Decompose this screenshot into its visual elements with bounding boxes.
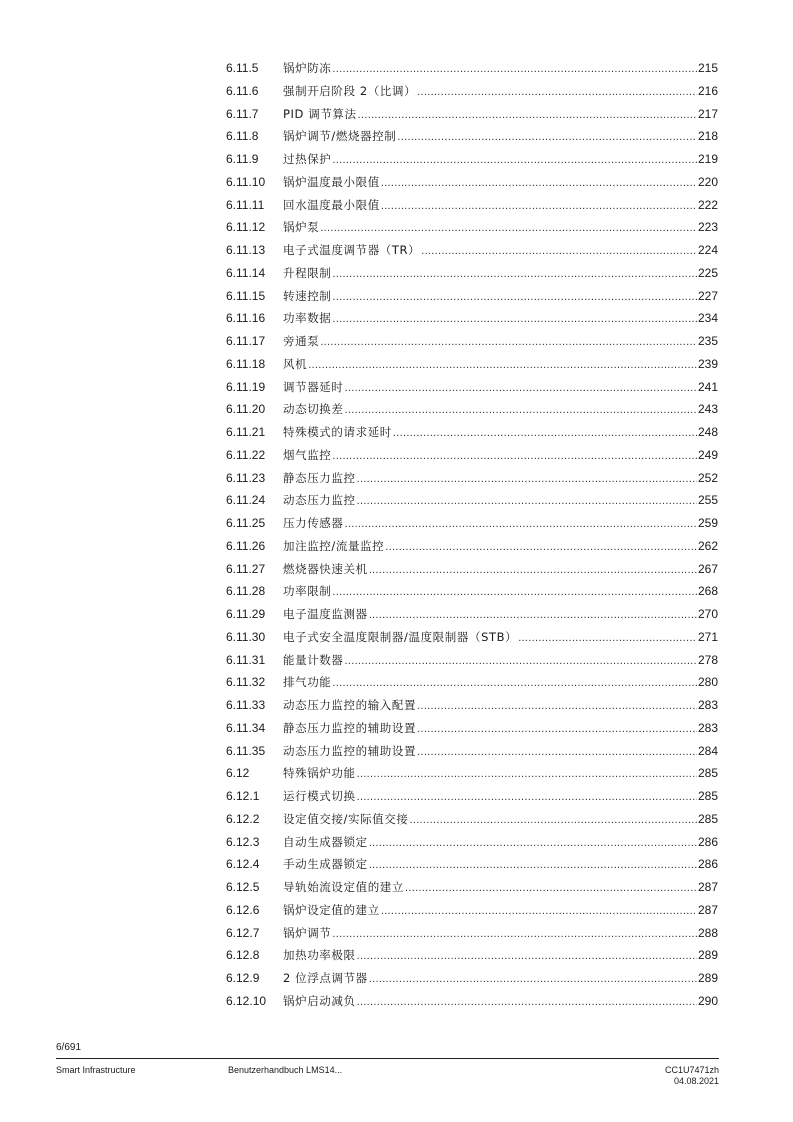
toc-section-number: 6.12.1 xyxy=(226,789,260,803)
toc-dot-leader xyxy=(332,923,697,946)
toc-section-title: 运行模式切换 xyxy=(283,789,356,803)
toc-dot-leader xyxy=(332,445,697,468)
toc-section-title: 加注监控/流量监控 xyxy=(283,538,385,553)
toc-section-number: 6.11.14 xyxy=(226,265,266,280)
toc-dot-leader xyxy=(409,809,696,832)
toc-section-number: 6.11.25 xyxy=(226,516,266,530)
toc-section-title: 燃烧器快速关机 xyxy=(283,561,368,576)
toc-section-number: 6.12.7 xyxy=(226,925,260,940)
toc-dot-leader xyxy=(417,695,697,718)
toc-page-number: 287 xyxy=(697,880,718,894)
footer-doc-code: CC1U7471zh xyxy=(664,1065,719,1075)
toc-page-number: 239 xyxy=(697,356,718,371)
toc-dot-leader xyxy=(332,263,697,286)
toc-section-number: 6.11.10 xyxy=(226,174,266,189)
toc-section-title: 动态压力监控的输入配置 xyxy=(283,698,417,712)
toc-page-number: 290 xyxy=(697,993,718,1008)
toc-dot-leader xyxy=(397,126,697,149)
toc-section-title: 强制开启阶段 2（比调） xyxy=(283,83,417,98)
footer-date: 04.08.2021 xyxy=(673,1076,719,1086)
toc-section-number: 6.11.32 xyxy=(226,675,266,690)
toc-dot-leader xyxy=(369,604,697,627)
toc-section-title: 过热保护 xyxy=(283,152,332,166)
footer-divider xyxy=(56,1058,719,1059)
toc-page-number: 283 xyxy=(697,698,718,712)
toc-dot-leader xyxy=(357,763,697,786)
toc-page-number: 262 xyxy=(697,538,718,553)
toc-section-number: 6.12.5 xyxy=(226,880,260,894)
toc-section-number: 6.11.24 xyxy=(226,493,266,508)
toc-dot-leader xyxy=(358,104,697,127)
toc-section-title: 导轨始流设定值的建立 xyxy=(283,880,404,894)
toc-page-number: 241 xyxy=(697,379,718,394)
toc-dot-leader xyxy=(369,854,697,877)
toc-entry[interactable] xyxy=(226,785,718,808)
toc-entry[interactable] xyxy=(226,762,718,785)
toc-page-number: 286 xyxy=(697,857,718,872)
toc-page-number: 234 xyxy=(697,311,718,326)
toc-page-number: 248 xyxy=(697,425,718,439)
toc-dot-leader xyxy=(332,581,697,604)
toc-entry[interactable] xyxy=(226,512,718,535)
toc-dot-leader xyxy=(345,399,697,422)
page-number: 6/691 xyxy=(56,1042,82,1053)
toc-page-number: 224 xyxy=(697,243,718,257)
footer-document-title: Benutzerhandbuch LMS14... xyxy=(228,1065,343,1075)
toc-section-title: 静态压力监控 xyxy=(283,470,356,485)
toc-entry[interactable] xyxy=(226,853,718,876)
toc-page-number: 217 xyxy=(697,106,718,121)
toc-dot-leader xyxy=(381,195,697,218)
toc-section-number: 6.11.17 xyxy=(226,334,266,348)
toc-entry[interactable] xyxy=(226,922,718,945)
toc-page-number: 283 xyxy=(697,720,718,735)
toc-section-number: 6.12.6 xyxy=(226,902,260,917)
toc-section-title: 静态压力监控的辅助设置 xyxy=(283,720,417,735)
toc-dot-leader xyxy=(405,877,697,900)
toc-section-number: 6.11.21 xyxy=(226,425,266,439)
toc-section-title: 调节器延时 xyxy=(283,379,344,394)
toc-entry[interactable] xyxy=(226,285,718,308)
toc-section-title: 风机 xyxy=(283,356,308,371)
footer-doc-info xyxy=(665,1065,719,1087)
toc-section-title: 锅炉温度最小限值 xyxy=(283,174,380,189)
toc-entry[interactable] xyxy=(226,626,718,649)
toc-section-number: 6.12.10 xyxy=(226,993,267,1008)
toc-section-number: 6.11.15 xyxy=(226,288,266,303)
toc-dot-leader xyxy=(345,513,697,536)
toc-section-number: 6.11.13 xyxy=(226,243,266,257)
toc-entry[interactable] xyxy=(226,467,718,490)
toc-page-number: 259 xyxy=(697,516,718,530)
toc-section-number: 6.12 xyxy=(226,766,250,781)
toc-dot-leader xyxy=(308,354,697,377)
toc-section-number: 6.11.29 xyxy=(226,607,266,621)
table-of-contents xyxy=(226,57,718,1013)
toc-entry[interactable] xyxy=(226,376,718,399)
toc-page-number: 215 xyxy=(697,61,718,75)
toc-section-title: 锅炉设定值的建立 xyxy=(283,902,380,917)
toc-page-number: 289 xyxy=(697,971,718,985)
toc-section-number: 6.11.33 xyxy=(226,698,266,712)
toc-section-title: 电子温度监测器 xyxy=(283,607,368,621)
toc-dot-leader xyxy=(320,217,697,240)
toc-entry[interactable] xyxy=(226,489,718,512)
toc-entry[interactable] xyxy=(226,535,718,558)
toc-page-number: 278 xyxy=(697,652,718,667)
toc-entry[interactable] xyxy=(226,967,718,990)
toc-section-number: 6.12.9 xyxy=(226,971,260,985)
toc-page-number: 216 xyxy=(697,83,718,98)
toc-section-title: 锅炉防冻 xyxy=(283,61,332,75)
toc-page-number: 219 xyxy=(697,152,718,166)
toc-entry[interactable] xyxy=(226,216,718,239)
toc-entry[interactable] xyxy=(226,398,718,421)
toc-section-number: 6.12.4 xyxy=(226,857,260,872)
toc-page-number: 225 xyxy=(697,265,718,280)
toc-dot-leader xyxy=(385,536,697,559)
toc-entry[interactable] xyxy=(226,694,718,717)
toc-section-title: 功率限制 xyxy=(283,584,332,599)
toc-page-number: 252 xyxy=(697,470,718,485)
toc-dot-leader xyxy=(369,968,697,991)
toc-entry[interactable] xyxy=(226,944,718,967)
toc-entry[interactable] xyxy=(226,876,718,899)
toc-section-title: 压力传感器 xyxy=(283,516,344,530)
toc-section-title: 升程限制 xyxy=(283,265,332,280)
toc-entry[interactable] xyxy=(226,831,718,854)
toc-dot-leader xyxy=(332,308,697,331)
toc-page-number: 222 xyxy=(697,197,718,212)
toc-section-number: 6.11.18 xyxy=(226,356,266,371)
toc-entry[interactable] xyxy=(226,80,718,103)
toc-page-number: 284 xyxy=(697,743,718,758)
toc-entry[interactable] xyxy=(226,899,718,922)
toc-dot-leader xyxy=(393,422,697,445)
toc-section-number: 6.11.16 xyxy=(226,311,266,326)
toc-page-number: 255 xyxy=(697,493,718,508)
toc-section-title: 锅炉调节 xyxy=(283,925,332,940)
toc-entry[interactable] xyxy=(226,603,718,626)
toc-page-number: 289 xyxy=(697,948,718,963)
toc-section-number: 6.11.35 xyxy=(226,743,266,758)
toc-entry[interactable] xyxy=(226,103,718,126)
toc-section-title: 能量计数器 xyxy=(283,652,344,667)
toc-section-title: 动态切换差 xyxy=(283,402,344,417)
toc-section-title: 动态压力监控 xyxy=(283,493,356,508)
toc-section-number: 6.11.23 xyxy=(226,470,266,485)
toc-entry[interactable] xyxy=(226,717,718,740)
toc-dot-leader xyxy=(417,718,697,741)
toc-entry[interactable] xyxy=(226,125,718,148)
toc-entry[interactable] xyxy=(226,421,718,444)
toc-page-number: 220 xyxy=(697,174,718,189)
toc-page-number: 268 xyxy=(697,584,718,599)
toc-section-number: 6.11.9 xyxy=(226,152,259,166)
toc-dot-leader xyxy=(320,331,697,354)
toc-page-number: 243 xyxy=(697,402,718,417)
toc-section-number: 6.12.3 xyxy=(226,834,260,849)
toc-section-title: 锅炉启动减负 xyxy=(283,993,356,1008)
toc-entry[interactable] xyxy=(226,990,718,1013)
toc-page-number: 285 xyxy=(697,766,718,781)
toc-section-title: 功率数据 xyxy=(283,311,332,326)
toc-page-number: 223 xyxy=(697,220,718,235)
toc-dot-leader xyxy=(518,627,697,650)
toc-dot-leader xyxy=(357,945,697,968)
toc-entry[interactable] xyxy=(226,444,718,467)
toc-section-title: 旁通泵 xyxy=(283,334,320,348)
toc-section-number: 6.11.8 xyxy=(226,129,259,144)
toc-page-number: 267 xyxy=(697,561,718,576)
toc-section-number: 6.11.34 xyxy=(226,720,266,735)
toc-section-title: 锅炉泵 xyxy=(283,220,320,235)
toc-dot-leader xyxy=(345,377,697,400)
toc-entry[interactable] xyxy=(226,740,718,763)
toc-page-number: 285 xyxy=(697,789,718,803)
toc-section-number: 6.11.5 xyxy=(226,61,259,75)
toc-section-title: 设定值交接/实际值交接 xyxy=(283,811,409,826)
toc-page-number: 249 xyxy=(697,447,718,462)
toc-section-title: 锅炉调节/燃烧器控制 xyxy=(283,129,397,144)
toc-dot-leader xyxy=(332,58,697,81)
toc-entry[interactable] xyxy=(226,307,718,330)
toc-entry[interactable] xyxy=(226,649,718,672)
toc-entry[interactable] xyxy=(226,239,718,262)
toc-dot-leader xyxy=(332,286,697,309)
toc-section-title: PID 调节算法 xyxy=(283,106,357,121)
toc-dot-leader xyxy=(332,149,697,172)
toc-entry[interactable] xyxy=(226,148,718,171)
footer-company: Smart Infrastructure xyxy=(56,1065,136,1075)
toc-section-title: 动态压力监控的辅助设置 xyxy=(283,743,417,758)
toc-section-number: 6.11.19 xyxy=(226,379,266,394)
toc-page-number: 287 xyxy=(697,902,718,917)
toc-page-number: 218 xyxy=(697,129,718,144)
toc-section-number: 6.11.7 xyxy=(226,106,259,121)
toc-page-number: 227 xyxy=(697,288,718,303)
toc-section-title: 加热功率极限 xyxy=(283,948,356,963)
toc-section-number: 6.11.12 xyxy=(226,220,266,235)
toc-dot-leader xyxy=(421,240,697,263)
toc-entry[interactable] xyxy=(226,330,718,353)
toc-entry[interactable] xyxy=(226,671,718,694)
toc-dot-leader xyxy=(357,786,697,809)
toc-section-number: 6.11.27 xyxy=(226,561,266,576)
toc-entry[interactable] xyxy=(226,57,718,80)
toc-section-title: 烟气监控 xyxy=(283,447,332,462)
toc-dot-leader xyxy=(369,559,697,582)
toc-page-number: 235 xyxy=(697,334,718,348)
toc-entry[interactable] xyxy=(226,808,718,831)
toc-entry[interactable] xyxy=(226,580,718,603)
toc-dot-leader xyxy=(381,900,697,923)
toc-section-title: 回水温度最小限值 xyxy=(283,197,380,212)
toc-section-title: 电子式温度调节器（TR） xyxy=(283,243,421,257)
toc-section-title: 转速控制 xyxy=(283,288,332,303)
toc-dot-leader xyxy=(332,672,697,695)
toc-dot-leader xyxy=(357,490,697,513)
toc-dot-leader xyxy=(357,468,697,491)
toc-section-number: 6.11.6 xyxy=(226,83,259,98)
toc-page-number: 286 xyxy=(697,834,718,849)
toc-section-number: 6.11.26 xyxy=(226,538,266,553)
toc-entry[interactable] xyxy=(226,558,718,581)
toc-section-title: 排气功能 xyxy=(283,675,332,690)
toc-section-title: 手动生成器锁定 xyxy=(283,857,368,872)
toc-dot-leader xyxy=(369,832,697,855)
toc-dot-leader xyxy=(417,81,697,104)
toc-section-title: 电子式安全温度限制器/温度限制器（STB） xyxy=(283,629,518,644)
toc-section-number: 6.11.22 xyxy=(226,447,266,462)
toc-entry[interactable] xyxy=(226,194,718,217)
toc-entry[interactable] xyxy=(226,353,718,376)
toc-entry[interactable] xyxy=(226,262,718,285)
toc-section-title: 特殊锅炉功能 xyxy=(283,766,356,781)
toc-section-number: 6.11.20 xyxy=(226,402,266,417)
toc-dot-leader xyxy=(381,172,697,195)
toc-dot-leader xyxy=(357,991,697,1014)
toc-section-number: 6.12.2 xyxy=(226,811,260,826)
toc-dot-leader xyxy=(417,741,697,764)
toc-section-title: 自动生成器锁定 xyxy=(283,834,368,849)
toc-section-number: 6.12.8 xyxy=(226,948,260,963)
toc-page-number: 285 xyxy=(697,811,718,826)
toc-page-number: 280 xyxy=(697,675,718,690)
toc-page-number: 288 xyxy=(697,925,718,940)
toc-section-number: 6.11.28 xyxy=(226,584,266,599)
toc-section-number: 6.11.30 xyxy=(226,629,266,644)
toc-section-title: 2 位浮点调节器 xyxy=(283,971,368,985)
toc-section-number: 6.11.11 xyxy=(226,197,265,212)
toc-section-number: 6.11.31 xyxy=(226,652,266,667)
toc-section-title: 特殊模式的请求延时 xyxy=(283,425,392,439)
toc-page-number: 270 xyxy=(697,607,718,621)
toc-dot-leader xyxy=(345,650,697,673)
toc-page-number: 271 xyxy=(697,629,718,644)
toc-entry[interactable] xyxy=(226,171,718,194)
